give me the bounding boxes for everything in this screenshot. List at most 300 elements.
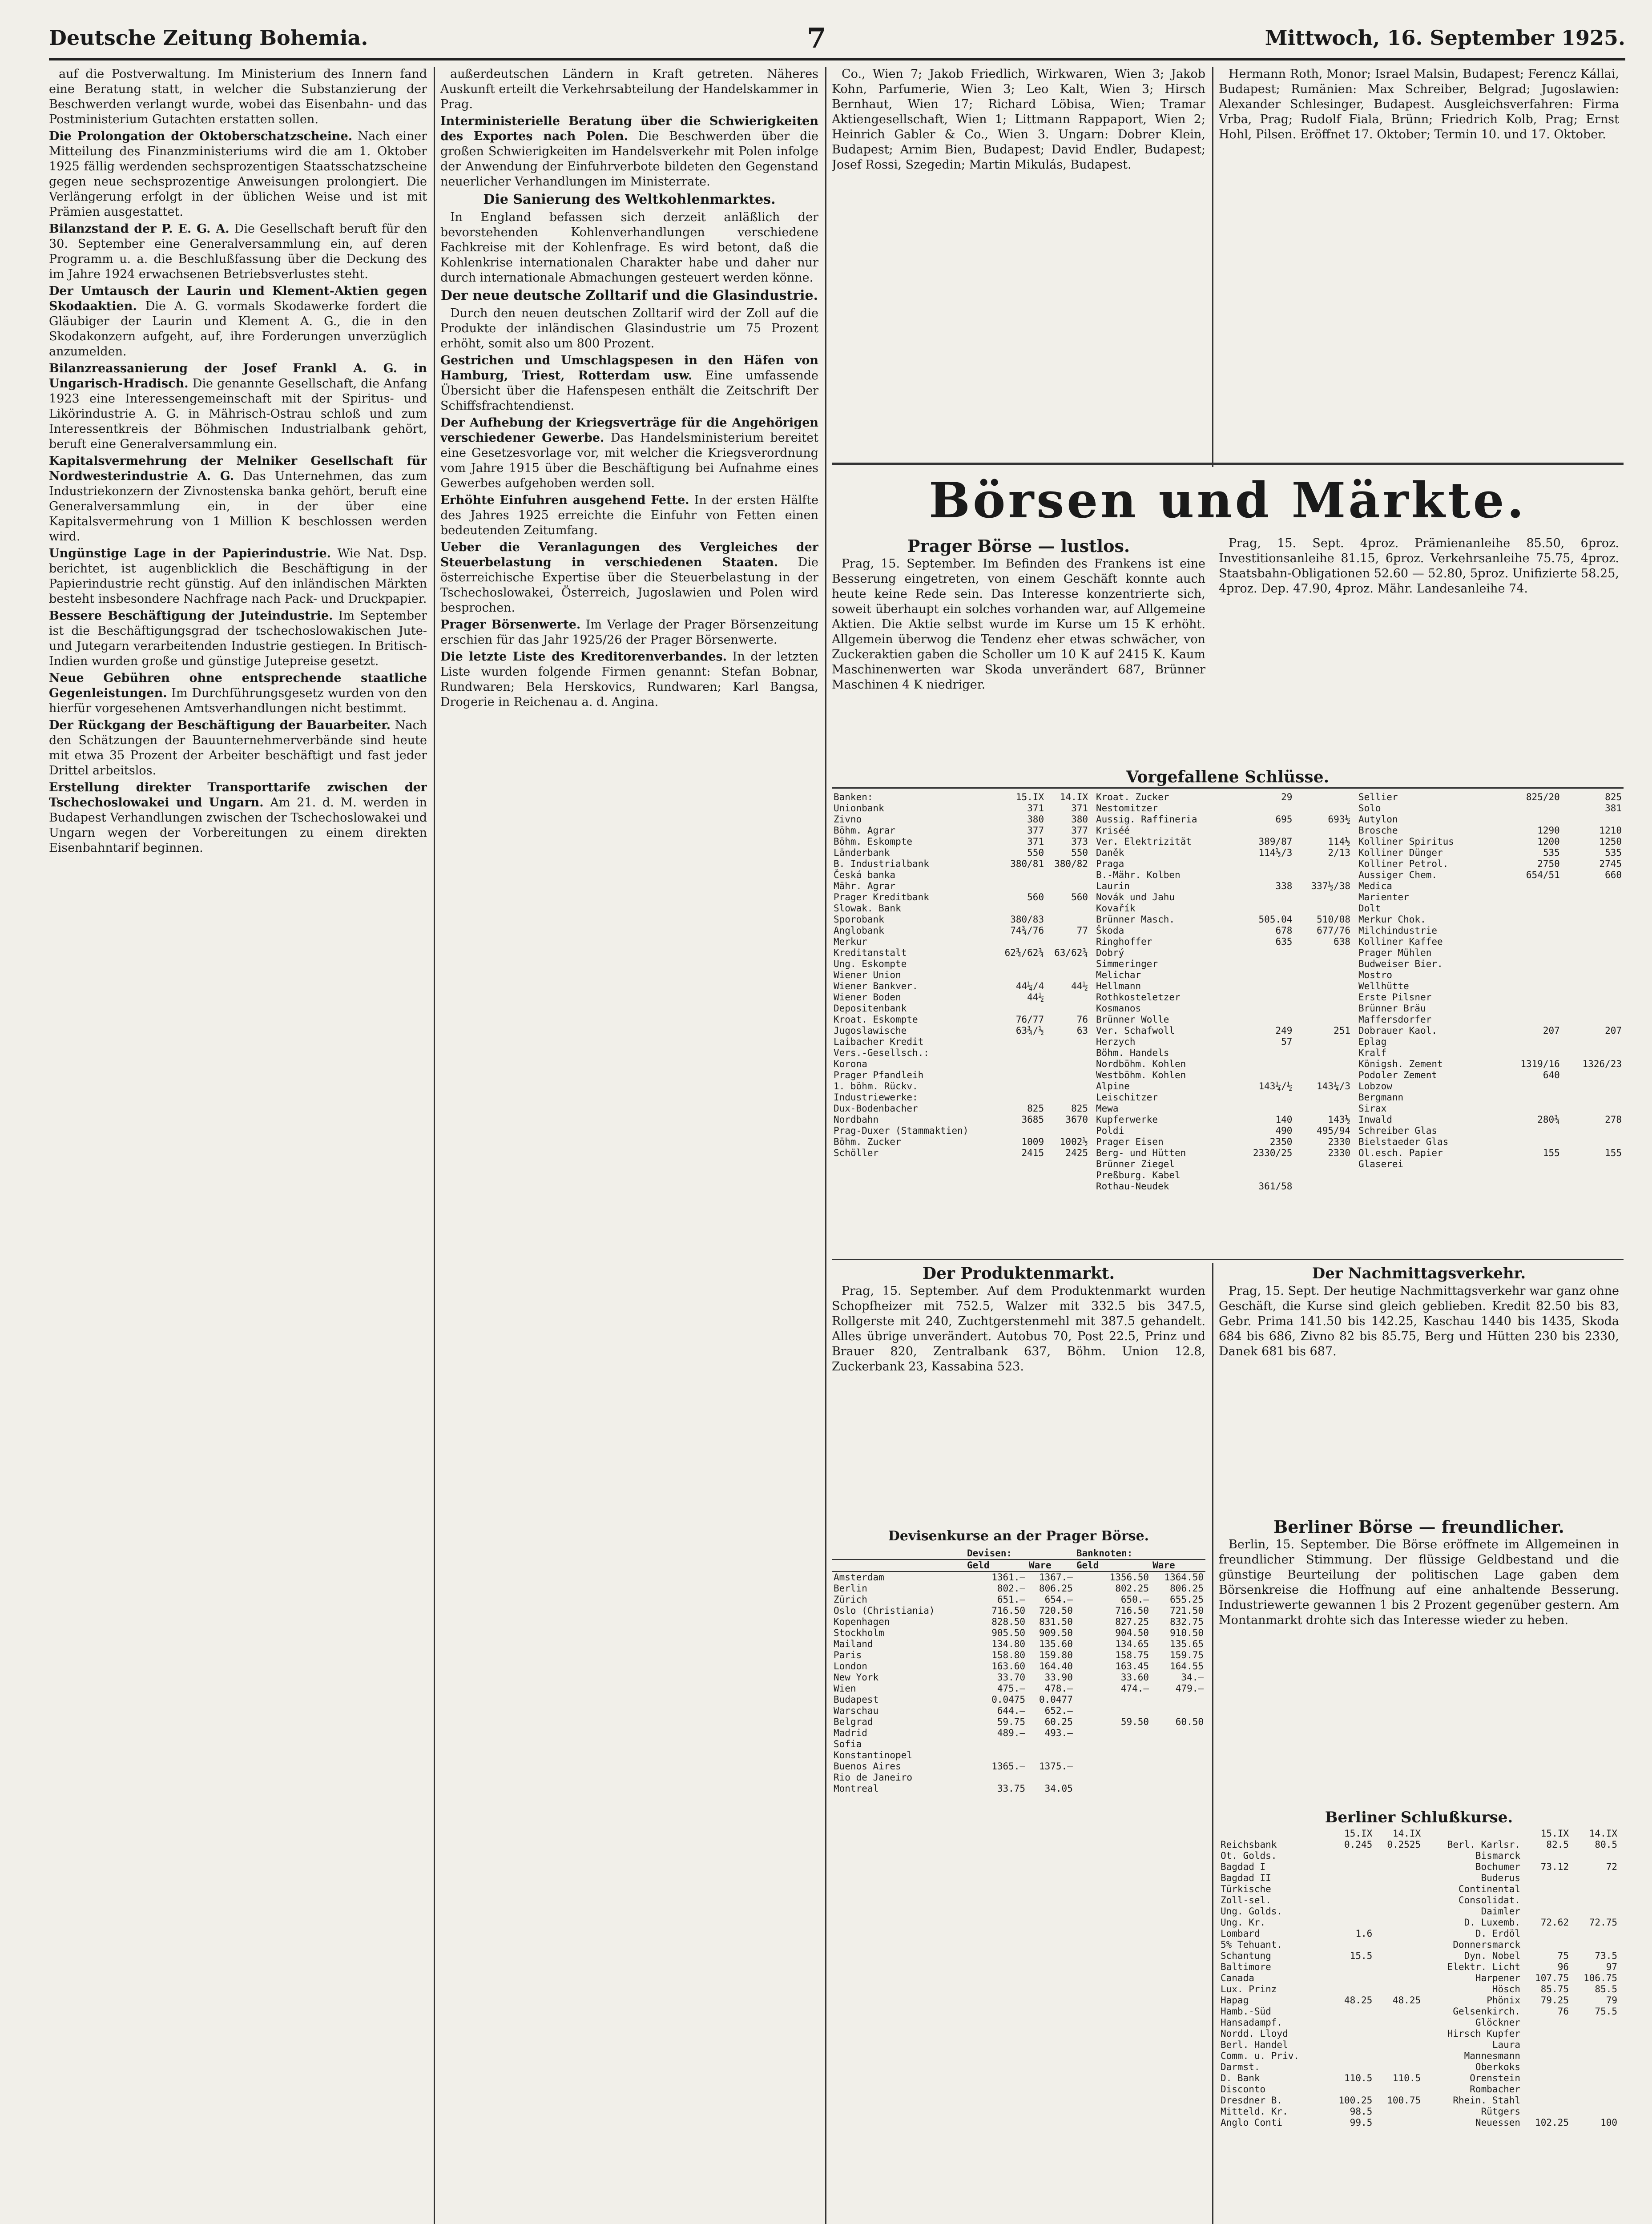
table-cell [995,959,1046,970]
prager-boerse-article [832,536,1205,763]
table-cell [995,1125,1046,1136]
article-heading: Ungünstige Lage in der Papierindustrie. [49,547,331,560]
table-cell [1562,903,1624,914]
table-cell [1027,1772,1075,1783]
table-cell: 651.— [997,1594,1026,1605]
table-cell: Prager Kreditbank [834,892,929,902]
stock-row [1094,1136,1352,1148]
table-cell: 380/83 [1010,914,1044,925]
table-cell: Phönix [1487,1995,1521,2006]
stock-row [1094,858,1352,870]
table-cell [1374,2062,1422,2073]
table-cell [1374,1861,1422,1873]
table-cell: 337½/38 [1311,881,1350,891]
table-cell [1562,981,1624,992]
table-cell: 15.5 [1350,1950,1373,1961]
stock-row [832,870,1090,881]
table-cell [1151,1705,1205,1716]
article-heading: Die Prolongation der Oktoberschatzscheine. [49,129,353,143]
table-cell: 806.25 [1039,1583,1073,1594]
article-heading: Ueber die Veranlagungen des Vergleiches der Steuerbelastung in verschiedenen Staaten. [440,540,818,569]
table-cell: Kovařík [1096,903,1136,914]
table-cell [1236,892,1294,903]
table-cell: Bielstaeder Glas [1358,1136,1449,1147]
table-cell [1522,2017,1571,2028]
table-cell: 114½ [1328,836,1350,847]
table-cell [1294,970,1352,981]
table-cell: Medica [1358,881,1392,891]
berlin-quote-row [1219,1962,1619,1973]
table-cell: Anglo Conti [1221,2117,1283,2128]
stock-row [1357,858,1624,870]
table-cell: 75 [1557,1950,1569,1961]
table-cell [1294,1159,1352,1170]
column-1 [49,67,427,2224]
table-cell: Berg- und Hütten [1096,1148,1186,1158]
table-cell [1046,1036,1090,1048]
article-text: auf die Postverwaltung. Im Ministerium des Innern fand eine Beratung statt, in welcher die Substanzierung der Beschwerden verlangt wurde, wobei das Eisenbahn- und das Postministerium Gutachten erstatten sollen. [49,67,427,126]
table-cell: Erste Pilsner [1358,992,1432,1003]
table-cell: New York [834,1672,879,1683]
stock-row [1357,1036,1624,1048]
table-cell [1374,2017,1422,2028]
table-cell: Madrid [834,1728,867,1738]
table-cell [1571,2028,1619,2039]
berlin-quote-row [1219,1861,1619,1873]
table-cell: Stockholm [834,1628,884,1638]
table-cell [995,1036,1046,1048]
table-cell [1046,992,1090,1003]
stock-row [832,1125,1090,1136]
table-cell: Budweiser Bier. [1358,959,1443,969]
table-cell: Dresdner B. [1221,2095,1283,2106]
table-cell: 371 [1027,836,1044,847]
table-cell [1562,1159,1624,1170]
table-cell: 72.62 [1540,1917,1569,1928]
table-cell [1294,858,1352,870]
table-cell [1326,1906,1374,1917]
table-cell [1236,947,1294,959]
table-cell [1046,881,1090,892]
table-cell: Ung. Kr. [1221,1917,1266,1928]
table-cell [1294,903,1352,914]
table-cell [995,881,1046,892]
table-cell [1326,1861,1374,1873]
table-cell: Kriséé [1096,825,1130,836]
table-cell: Ringhoffer [1096,936,1152,947]
table-cell [1326,1884,1374,1895]
table-cell [1374,1928,1422,1939]
article-text: In England befassen sich derzeit anläßlich der bevorstehenden Kohlenverhandlungen verschiedene Fachkreise mit der Kohlenfrage. Es wird betont, daß die Kohlenkrise internationalen Charakter habe und daher nur durch internationale Abmachungen gesteuert werden könne. [440,210,818,285]
table-cell: 389/87 [1258,836,1293,847]
table-cell: Daněk [1096,847,1124,858]
table-cell: 59.50 [1120,1716,1149,1727]
article-text: Die A. G. vormals Skodawerke fordert die Gläubiger der Laurin und Klement A. G., die in den Skodakonzern aufgeht, auf, ihre Forderungen unverzüglich anzumelden. [49,299,427,359]
stock-row [1094,1070,1352,1081]
table-cell: 380 [1071,814,1088,825]
table-cell: Böhm. Handels [1096,1048,1169,1058]
berlin-quote-row [1219,1917,1619,1928]
article-text: Co., Wien 7; Jakob Friedlich, Wirkwaren, Wien 3; Jakob Kohn, Parfumerie, Wien 3; Leo Kalt, Wien 3; Hirsch Bernhaut, Wien 17; Richard Löbisa, Wien; Tramar Aktiengesellschaft, Wien 1; Littmann Rappaport, Wien 2; Heinrich Gabler & Co., Wien 3. Ungarn: Dobrer Klein, Budapest; Arnim Bien, Budapest; David Endler, Budapest; Josef Rossi, Szegedin; Martin Mikulás, Budapest. [832,67,1205,172]
stock-row [1357,1114,1624,1125]
table-cell [1236,959,1294,970]
table-cell: 143¼/½ [1258,1081,1293,1092]
table-cell: Prager Mühlen [1358,947,1432,958]
table-cell: 1367.— [1039,1572,1073,1583]
stock-row [1094,981,1352,992]
berlin-quote-row [1219,1839,1619,1850]
stock-row [1094,903,1352,914]
table-cell [1046,936,1090,947]
table-cell [995,1003,1046,1014]
table-cell [1294,1036,1352,1048]
table-cell [995,1048,1046,1059]
table-cell: 15.IX [1015,792,1044,802]
stock-row [1357,881,1624,892]
table-cell: 72.75 [1589,1917,1617,1928]
table-cell: 2745 [1599,858,1622,869]
table-cell [1374,2039,1422,2051]
table-cell [1522,1850,1571,1861]
table-cell: Lobzow [1358,1081,1392,1092]
table-cell [1562,1036,1624,1048]
devisen-row [832,1594,1205,1605]
table-cell: Kupferwerke [1096,1114,1158,1125]
table-cell [1571,2095,1619,2106]
prager-boerse-title: Prager Börse — lustlos. [907,536,1130,556]
table-cell: Berl. Handel [1221,2039,1288,2050]
devisen-row [832,1761,1205,1772]
table-cell: Baltimore [1221,1962,1271,1972]
stock-row [1094,803,1352,814]
stock-table-3 [1357,792,1624,1254]
table-cell: Lux. Prinz [1221,1984,1277,1994]
table-cell [995,1092,1046,1103]
table-cell [1294,1181,1352,1192]
table-cell: Donnersmarck [1453,1939,1521,1950]
table-cell: 155 [1605,1148,1622,1158]
table-cell: 361/58 [1258,1181,1293,1192]
table-cell [1374,1895,1422,1906]
table-cell: Westböhm. Kohlen [1096,1070,1186,1080]
table-cell [1374,2006,1422,2017]
table-cell: Milchindustrie [1358,925,1438,936]
stock-row [1357,981,1624,992]
table-cell [1294,1070,1352,1081]
table-cell: 96 [1557,1962,1569,1972]
table-cell: Hellmann [1096,981,1141,991]
table-cell [1294,959,1352,970]
table-cell: Poldi [1096,1125,1124,1136]
table-cell: 380 [1027,814,1044,825]
table-cell: 72 [1606,1861,1617,1872]
devisen-title: Devisenkurse an der Prager Börse. [888,1528,1149,1544]
table-cell: 140 [1275,1114,1293,1125]
stock-row [1094,1103,1352,1114]
issue-date: Mittwoch, 16. September 1925. [1265,26,1625,50]
table-cell [1374,1962,1422,1973]
devisen-row [832,1616,1205,1628]
table-cell: Kolliner Spiritus [1358,836,1454,847]
nachmittagsverkehr-article [1219,1263,1619,1512]
table-cell: 106.75 [1584,1973,1617,1983]
table-cell [1522,1939,1571,1950]
table-cell: 1. böhm. Rückv. [834,1081,918,1092]
table-cell [1374,2028,1422,2039]
table-cell: 1200 [1537,836,1560,847]
table-cell [1046,870,1090,881]
stock-row [1357,1136,1624,1148]
stock-row [1094,914,1352,925]
table-cell: 478.— [1044,1683,1073,1694]
table-cell: 825 [1071,1103,1088,1114]
article-heading: Der Aufhebung der Kriegsverträge für die Angehörigen verschiedener Gewerbe. [440,416,818,445]
table-cell [1294,1103,1352,1114]
table-cell: 164.55 [1170,1661,1204,1672]
table-header-cell: Ware [1151,1559,1205,1571]
table-cell: Herzych [1096,1036,1136,1047]
article-text: Berlin, 15. September. Die Börse eröffnete im Allgemeinen in freundlicher Stimmung. Der flüssige Geldbestand und die günstige Beurteilung der politischen Lage gaben dem Börsenkreise die Hoffnung auf eine anhaltende Besserung. Industriewerte gewannen 1 bis 2 Prozent gegenüber gestern. Am Montanmarkt drohte sich das Interesse wieder zu heben. [1219,1538,1619,1627]
table-cell: Melichar [1096,970,1141,980]
stock-row [1094,1081,1352,1092]
table-cell [1294,1014,1352,1025]
stock-row [1357,1103,1624,1114]
table-cell: Laibacher Kredit [834,1036,924,1047]
table-cell: 77 [1076,925,1088,936]
table-cell [1562,970,1624,981]
table-cell [1500,970,1562,981]
table-cell: Rütgers [1481,2106,1521,2117]
stock-table-2 [1094,792,1352,1254]
table-cell [1500,881,1562,892]
table-cell: 535 [1543,847,1560,858]
table-cell: Inwald [1358,1114,1392,1125]
table-cell: Brünner Ziegel [1096,1159,1175,1169]
table-cell: D. Luxemb. [1464,1917,1521,1928]
table-cell: 15.IX [1540,1828,1569,1839]
table-header-cell: Banknoten: [1075,1548,1151,1559]
table-cell [1075,1772,1151,1783]
stock-row [1357,1159,1624,1170]
table-cell [1326,1939,1374,1950]
table-cell [1571,2062,1619,2073]
table-cell: Belgrad [834,1716,873,1727]
produktenmarkt-title: Der Produktenmarkt. [922,1264,1115,1283]
table-cell: 60.50 [1175,1716,1204,1727]
table-cell [1236,858,1294,870]
table-cell [1294,1170,1352,1181]
stock-row [1094,1125,1352,1136]
table-cell: Reichsbank [1221,1839,1277,1850]
table-cell [1562,936,1624,947]
article-text: Im September ist die Beschäftigungsgrad der tschechoslowakischen Jute- und Jutegarn verarbeitenden Industrie gestiegen. In Britisch-Indien wurden große und günstige Jutepreise gesetzt. [49,609,427,668]
table-cell: Dobrauer Kaol. [1358,1025,1438,1036]
table-cell: Mannesmann [1464,2051,1521,2061]
table-cell: 2750 [1537,858,1560,869]
berlin-quote-row [1219,2084,1619,2095]
table-cell: Konstantinopel [834,1750,913,1761]
berliner-title: Berliner Börse — freundlicher. [1273,1517,1564,1537]
table-cell [995,1059,1046,1070]
devisen-row [832,1583,1205,1594]
table-cell: Böhm. Zucker [834,1136,901,1147]
table-cell: 802.— [997,1583,1026,1594]
berlin-quote-row [1219,2017,1619,2028]
article-heading: Bessere Beschäftigung der Juteindustrie. [49,609,333,623]
article-text: Eine umfassende Übersicht über die Hafenspesen enthält die Zeitschrift Der Schiffsfrachtendienst. [440,369,818,413]
table-cell: 280¾ [1537,1114,1560,1125]
article-text: Die österreichische Expertise über die Steuerbelastung in der Tschechoslowakei, Österreich, Jugoslawien und Polen wird besprochen. [440,556,818,615]
table-cell: 33.70 [997,1672,1026,1683]
stock-row [832,881,1090,892]
table-cell [1522,1906,1571,1917]
table-cell: 678 [1275,925,1293,936]
column-divider [1212,67,1213,467]
table-cell [1151,1761,1205,1772]
column-divider [1212,1263,1213,2224]
table-cell: 0.245 [1344,1839,1373,1850]
table-cell [1562,1092,1624,1103]
table-cell [1500,959,1562,970]
table-cell [1326,1973,1374,1984]
table-cell: 34.05 [1044,1783,1073,1794]
table-cell [1522,2073,1571,2084]
stock-row [1357,903,1624,914]
stock-row [832,1014,1090,1025]
table-cell [995,1081,1046,1092]
table-cell [1522,2084,1571,2095]
table-cell: 2330/25 [1253,1148,1293,1158]
column-divider [434,67,435,2224]
table-cell [1500,992,1562,1003]
table-cell: Kopenhagen [834,1616,890,1627]
table-cell [1562,1070,1624,1081]
table-cell [1326,1984,1374,1995]
table-cell: 159.75 [1170,1650,1204,1660]
table-cell: D. Bank [1221,2073,1260,2083]
table-cell: Korona [834,1059,867,1069]
stock-row [1357,1025,1624,1036]
section-rule [832,463,1624,465]
table-cell: 635 [1275,936,1293,947]
table-cell [1236,1059,1294,1070]
devisen-row [832,1672,1205,1683]
table-cell: 371 [1027,803,1044,814]
stock-row [1094,1059,1352,1070]
table-cell: Lombard [1221,1928,1260,1939]
table-cell [1236,970,1294,981]
table-cell [1500,1048,1562,1059]
table-cell: Brosche [1358,825,1398,836]
table-cell [1374,1906,1422,1917]
table-cell: 14.IX [1589,1828,1617,1839]
table-cell: Rhein. Stahl [1453,2095,1521,2106]
stock-row [832,1103,1090,1114]
stock-row [832,858,1090,870]
table-cell: 155 [1543,1148,1560,1158]
table-cell [1571,1850,1619,1861]
table-cell [1571,2073,1619,2084]
table-cell [1075,1694,1151,1705]
table-cell [1562,881,1624,892]
table-cell: 249 [1275,1025,1293,1036]
table-cell [965,1750,1027,1761]
table-cell: Canada [1221,1973,1254,1983]
table-cell [1374,1984,1422,1995]
table-cell [1236,903,1294,914]
table-cell: Zoll-sel. [1221,1895,1271,1906]
table-cell [995,870,1046,881]
stock-row [1357,814,1624,825]
table-cell: Mähr. Agrar [834,881,896,891]
article-text: Prag, 15. September. Im Befinden des Frankens ist eine Besserung eingetreten, von einem Geschäft konnte auch heute keine Rede sein. Das Interesse konzentrierte sich, soweit überhaupt ein solches vorhanden war, auf Allgemeine Aktien. Die Aktie selbst wurde im Kurse um 15 K erhöht. Allgemein überwog die Tendenz eher etwas schwächer, von Zuckeraktien gaben die Scholler um 10 K auf 2415 K. Kaum Maschinenwerten war Skoda unverändert 687, Brünner Maschinen 4 K niedriger. [832,557,1205,692]
table-cell: Škoda [1096,925,1124,936]
table-cell [1075,1728,1151,1739]
table-cell: Budapest [834,1694,879,1705]
stock-row [1094,825,1352,836]
table-cell: Jugoslawische [834,1025,907,1036]
table-cell [1571,2084,1619,2095]
article-heading: Die letzte Liste des Kreditorenverbandes. [440,650,727,664]
table-cell: 380/81 [1010,858,1044,869]
table-cell [1236,1003,1294,1014]
stock-row [1094,836,1352,847]
article-text: Nach einer Mitteilung des Finanzministeriums wird die am 1. Oktober 1925 fällig werdenden sechsprozentigen Staatsschatzscheine gegen neue sechsprozentige Anweisungen prolongiert. Die Verlängerung erfolgt in der üblichen Weise und ist mit Prämien ausgestattet. [49,129,427,219]
table-cell [1027,1739,1075,1750]
stock-row [1094,1003,1352,1014]
article-text: außerdeutschen Ländern in Kraft getreten. Näheres Auskunft erteilt die Verkehrsabteilung der Handelskammer in Prag. [440,67,818,111]
table-cell: 134.65 [1115,1639,1149,1649]
table-cell: 134.80 [991,1639,1026,1649]
table-cell: 825/20 [1526,792,1560,802]
table-cell [1562,1014,1624,1025]
table-cell [1294,803,1352,814]
table-cell: 135.60 [1039,1639,1073,1649]
article-heading: Prager Börsenwerte. [440,618,581,632]
berlin-quote-row [1219,2073,1619,2084]
table-cell: Bagdad I [1221,1861,1266,1872]
table-cell: 1375.— [1039,1761,1073,1772]
table-cell: 475.— [997,1683,1026,1694]
table-cell: 82.5 [1546,1839,1569,1850]
table-cell: Nordböhm. Kohlen [1096,1059,1186,1069]
table-cell: 15.IX [1344,1828,1373,1839]
stock-row [1357,970,1624,981]
article-text: Prag, 15. September. Auf dem Produktenmarkt wurden Schopfheizer mit 752.5, Walzer mit 332.5 bis 347.5, Rollgerste mit 240, Zuchtgerstenmehl mit 387.5 gehandelt. Alles übrige unverändert. Autobus 70, Post 22.5, Prinz und Brauer 820, Zentralbank 637, Böhm. Union 12.8, Zuckerbank 23, Kassabina 523. [832,1284,1205,1374]
table-cell: 560 [1071,892,1088,902]
table-cell [1500,925,1562,936]
table-cell [1500,1159,1562,1170]
table-cell [1562,1003,1624,1014]
stock-row [832,970,1090,981]
article-heading: Kapitalsvermehrung der Melniker Gesellschaft für Nordwesterindustrie A. G. [49,454,427,483]
article-text: Die Beschwerden über die großen Schwierigkeiten im Handelsverkehr mit Polen infolge der Anwendung der Einfuhrverbote bildeten den Gegenstand neuerlicher Verhandlungen im Ministerrate. [440,129,818,189]
table-cell: Merkur [834,936,867,947]
devisen-row [832,1783,1205,1794]
table-cell [1219,1828,1326,1839]
table-cell: 143½ [1328,1114,1350,1125]
table-cell [1522,2028,1571,2039]
table-cell: 1364.50 [1164,1572,1204,1583]
table-cell: 828.50 [991,1616,1026,1627]
table-cell [1571,1873,1619,1884]
table-cell: 114½/3 [1258,847,1293,858]
table-cell: Schreiber Glas [1358,1125,1438,1136]
table-cell: 560 [1027,892,1044,902]
table-cell: 110.5 [1392,2073,1421,2083]
table-header-cell: Ware [1027,1559,1075,1571]
berlin-quotes-table [1219,1828,1619,2224]
